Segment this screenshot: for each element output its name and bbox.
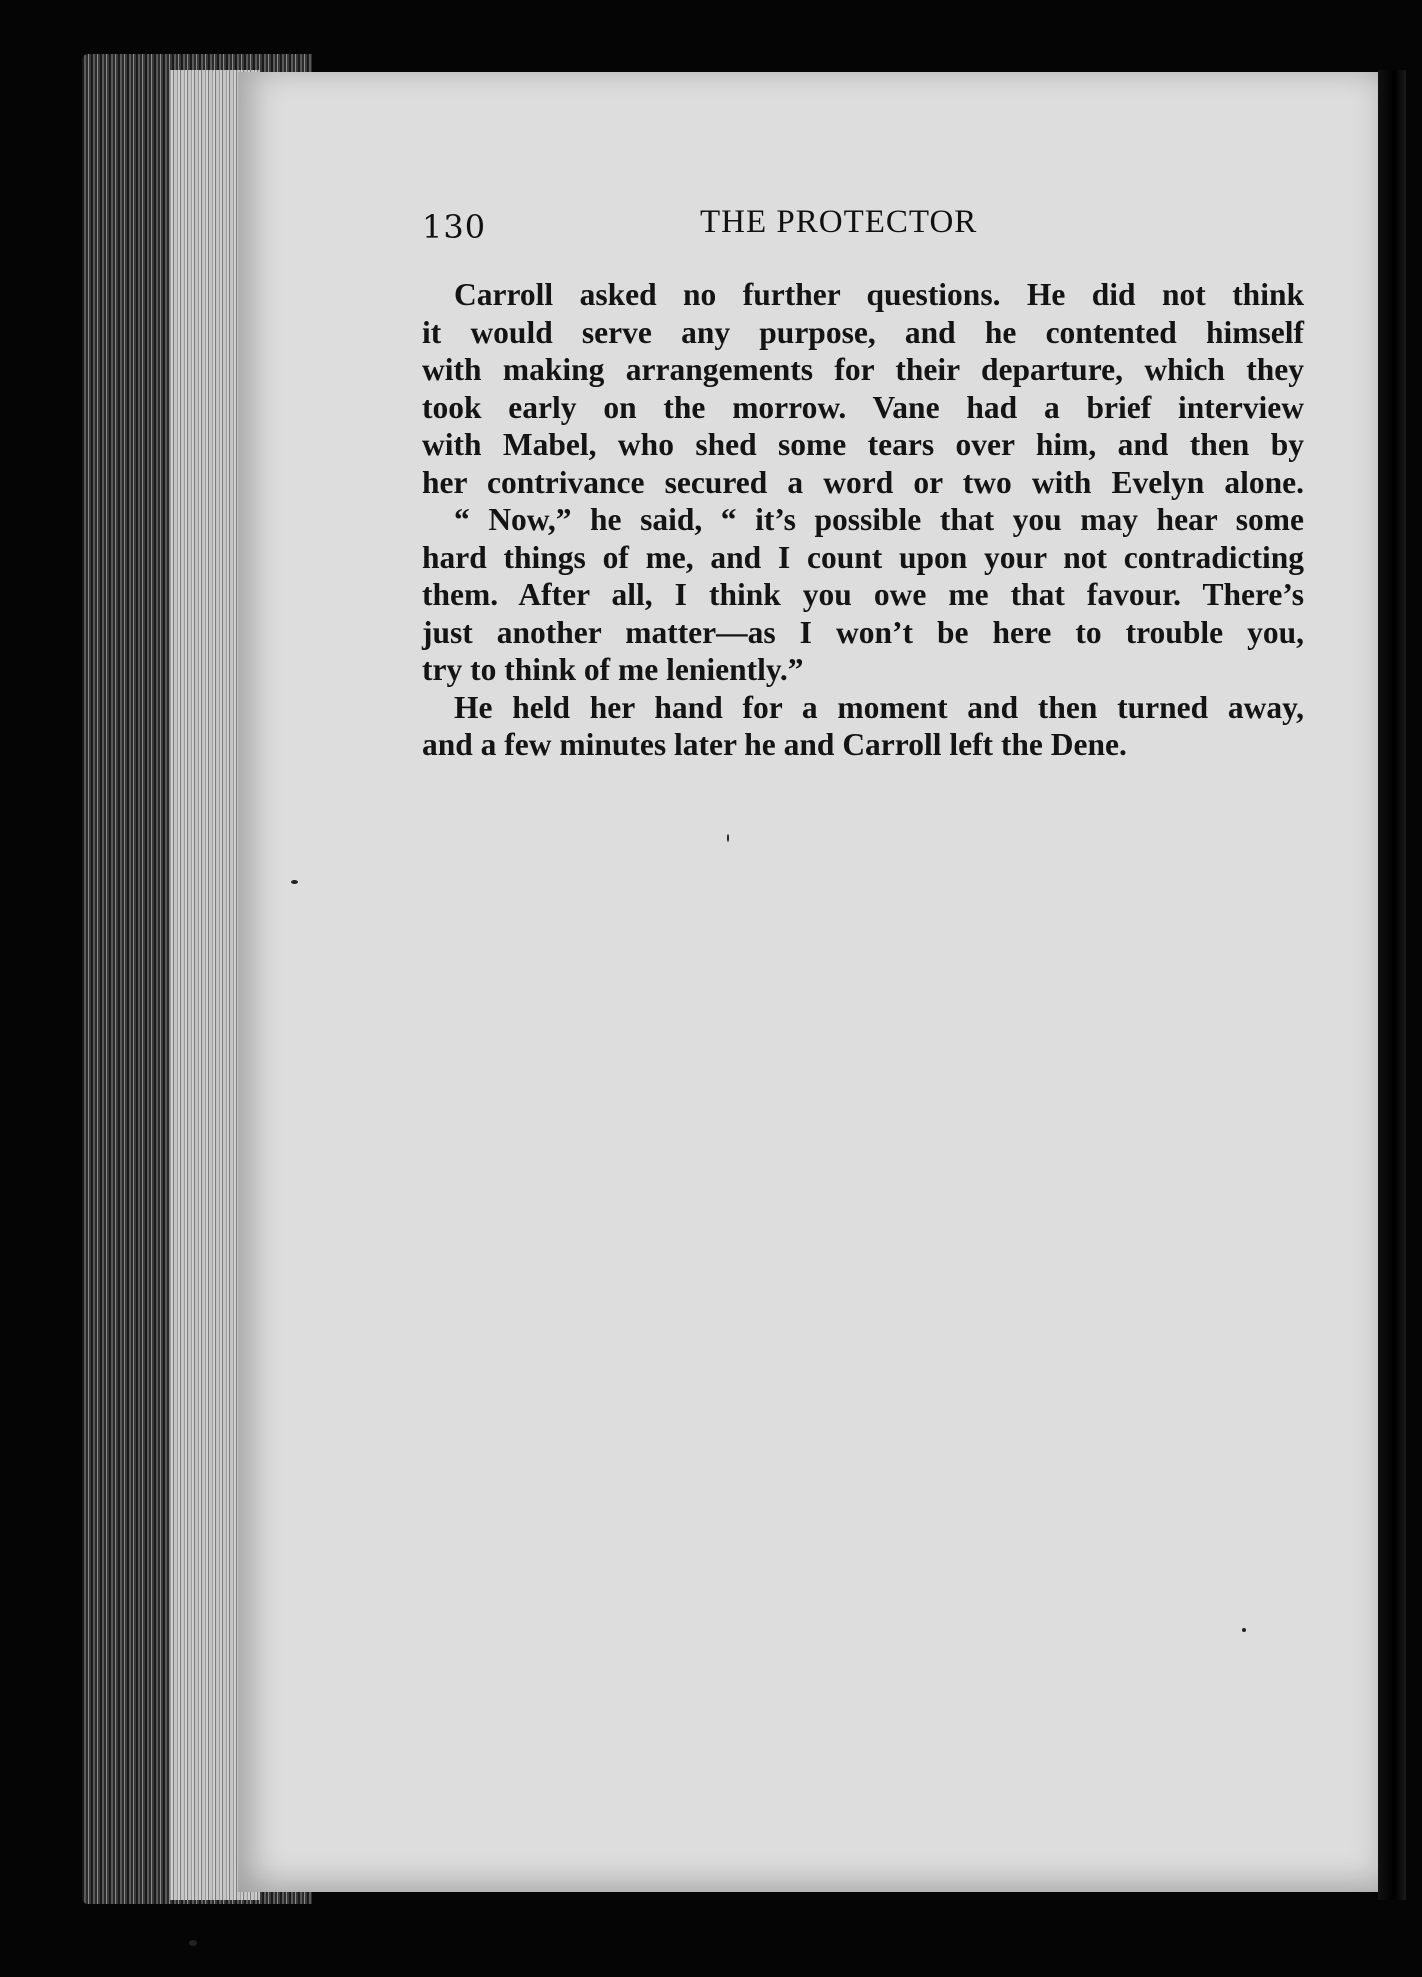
text-line: “ Now,” he said, “ it’s possible that you may hear some [454, 502, 1304, 537]
paragraph-3 [422, 689, 1304, 764]
text-line: and a few minutes later he and Carroll left the Dene. [422, 727, 1127, 762]
text-line: Carroll asked no further questions. He did not think [454, 277, 1304, 312]
body-text [422, 276, 1304, 764]
scan-speck [1242, 1628, 1246, 1632]
text-line: it would serve any purpose, and he contented himself [422, 314, 1304, 350]
paragraph-2 [422, 501, 1304, 689]
running-title: THE PROTECTOR [700, 204, 978, 240]
text-line: them. After all, I think you owe me that favour. There’s [422, 577, 1304, 612]
text-line: He held her hand for a moment and then turned away, [454, 689, 1304, 725]
text-line: hard things of me, and I count upon your not contradicting [422, 539, 1304, 575]
scan-speck [727, 834, 729, 842]
text-line: with Mabel, who shed some tears over him, and then by [422, 427, 1304, 462]
page-number: 130 [422, 208, 487, 246]
book-gutter [1378, 70, 1406, 1900]
page-header [410, 200, 1310, 248]
paragraph-1 [422, 276, 1304, 501]
text-line: just another matter—as I won’t be here to trouble you, [422, 614, 1304, 650]
text-line: with making arrangements for their departure, which they [422, 352, 1304, 387]
text-line: try to think of me leniently.” [422, 652, 804, 687]
text-line: her contrivance secured a word or two with Evelyn alone. [422, 464, 1304, 500]
scan-speck [291, 880, 298, 884]
scan-speck [189, 1940, 197, 1946]
text-line: took early on the morrow. Vane had a brief interview [422, 389, 1304, 425]
